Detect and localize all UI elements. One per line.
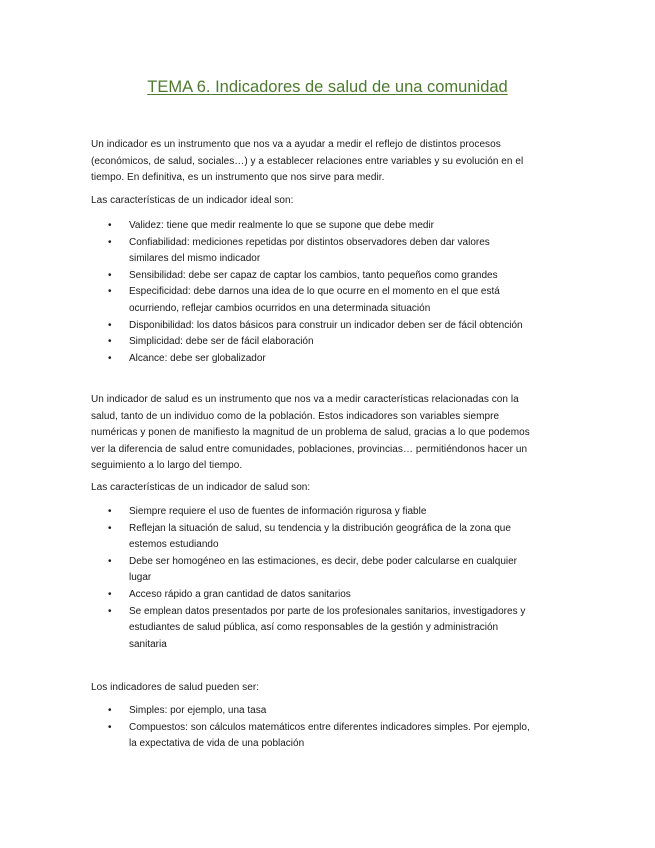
list-item-text: Se emplean datos presentados por parte de los profesionales sanitarios, investigadores y [129,605,526,617]
list-item-text: Alcance: debe ser globalizador [129,352,266,364]
section3-heading-block [91,680,571,697]
text-line: Un indicador es un instrumento que nos va a ayudar a medir el reflejo de distintos procesos [91,139,501,150]
list-item [91,351,571,368]
list-item-text: la expectativa de vida de una población [129,738,305,750]
list-item-text: Confiabilidad: mediciones repetidas por distintos observadores deben dar valores [129,236,490,248]
list-item-text: Siempre requiere el uso de fuentes de información rigurosa y fiable [129,506,427,517]
list-item [91,284,571,317]
section3-list-heading: Los indicadores de salud pueden ser: [91,682,260,693]
bullet-icon: • [108,555,112,567]
list-item-text: Simples: por ejemplo, una tasa [129,705,267,716]
list-item-text: similares del mismo indicador [129,253,261,265]
list-item [91,318,571,335]
ideal-indicator-characteristics-list [91,218,571,367]
bullet-icon: • [108,522,112,534]
section2-intro-paragraph [91,392,571,475]
bullet-icon: • [108,506,112,517]
list-item-text: lugar [129,572,152,584]
bullet-icon: • [108,588,112,600]
section2-heading-block [91,480,571,497]
section2-list-block [91,504,571,653]
section3-list-block [91,703,571,753]
section2-list-heading: Las características de un indicador de salud son: [91,482,311,493]
bullet-icon: • [108,705,112,716]
list-item [91,604,571,654]
bullet-icon: • [108,236,112,248]
bullet-icon: • [108,269,112,281]
list-item-text: Acceso rápido a gran cantidad de datos sanitarios [129,588,351,600]
bullet-icon: • [108,319,112,331]
list-item-text: ocurriendo, reflejar cambios ocurridos en una determinada situación [129,302,431,314]
section2-intro [91,392,571,475]
text-line: Un indicador de salud es un instrumento que nos va a medir características relacionadas con la [91,394,519,405]
list-item [91,703,571,720]
health-indicator-types-list [91,703,571,753]
list-item-text: Sensibilidad: debe ser capaz de captar los cambios, tanto pequeños como grandes [129,269,498,281]
list-item [91,334,571,351]
text-line: tiempo. En definitiva, es un instrumento que nos sirve para medir. [91,172,385,184]
bullet-icon: • [108,220,112,231]
text-line: ver la diferencia de salud entre comunidades, poblaciones, provincias… permitiéndonos hacer un [91,443,528,455]
text-line: (económicos, de salud, sociales…) y a establecer relaciones entre variables y su evolución en el [91,155,524,167]
text-line: salud, tanto de un individuo como de la población. Estos indicadores son variables siempre [91,410,500,422]
list-item [91,554,571,587]
list-item [91,521,571,554]
text-line: numéricas y ponen de manifiesto la magnitud de un problema de salud, gracias a lo que podemos [91,427,530,439]
list-item [91,218,571,235]
list-item-text: Especificidad: debe darnos una idea de lo que ocurre en el momento en el que está [129,286,500,298]
bullet-icon: • [108,336,112,348]
list-item-text: estemos estudiando [129,539,219,551]
section1-intro-paragraph [91,137,571,187]
list-item-text: estudiantes de salud pública, así como responsables de la gestión y administración [129,622,499,634]
text-line: seguimiento a lo largo del tiempo. [91,460,243,472]
section1-list-block [91,218,571,367]
section1-list-heading: Las características de un indicador ideal son: [91,195,294,206]
bullet-icon: • [108,605,112,617]
page-title: TEMA 6. Indicadores de salud de una comunidad [147,78,508,96]
list-item [91,587,571,604]
section1-intro [91,137,571,187]
list-item-text: Validez: tiene que medir realmente lo que se supone que debe medir [129,220,435,231]
list-item-text: Reflejan la situación de salud, su tendencia y la distribución geográfica de la zona que [129,522,511,534]
list-item-text: Disponibilidad: los datos básicos para construir un indicador deben ser de fácil obtención [129,319,523,331]
health-indicator-characteristics-list [91,504,571,653]
list-item [91,720,571,753]
list-item-text: Simplicidad: debe ser de fácil elaboración [129,336,314,348]
list-item-text: sanitaria [129,638,167,650]
section1-heading-block [91,193,571,210]
list-item-text: Compuestos: son cálculos matemáticos entre diferentes indicadores simples. Por ejemplo, [129,721,530,733]
list-item [91,504,571,521]
list-item [91,268,571,285]
bullet-icon: • [108,352,112,364]
list-item [91,235,571,268]
bullet-icon: • [108,286,112,298]
list-item-text: Debe ser homogéneo en las estimaciones, es decir, debe poder calcularse en cualquier [129,555,518,567]
bullet-icon: • [108,721,112,733]
